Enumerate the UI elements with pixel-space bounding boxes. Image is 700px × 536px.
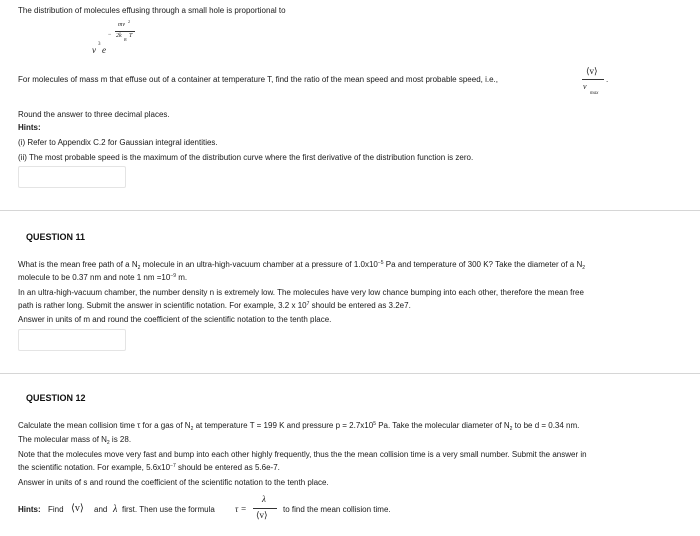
round-instruction: Round the answer to three decimal places.	[18, 110, 170, 119]
formula-num-2: 2	[128, 19, 130, 24]
q11-p1b: molecule in an ultra-high-vacuum chamber at a pressure of 1.0x10	[140, 260, 378, 269]
q12-hint-find: Find	[48, 505, 64, 514]
q11-p2b-a: path is rather long. Submit the answer in scientific notation. For example, 3.2 x 10	[18, 301, 307, 310]
formula-num-mv: mv	[118, 22, 125, 28]
q11-p1a: What is the mean free path of a N	[18, 260, 138, 269]
q11-p1d-exp: −9	[170, 273, 177, 279]
q12-p1b: at temperature T = 199 K and pressure p = 2.7x10	[193, 421, 374, 430]
ratio-period: .	[606, 75, 609, 84]
q12-p4-exp: −7	[170, 463, 176, 469]
q12-paragraph-4	[18, 463, 280, 472]
q11-paragraph-2b	[18, 301, 411, 310]
formula-e: e	[102, 45, 106, 55]
formula-exp3: 3	[98, 42, 101, 47]
section-divider	[0, 210, 700, 211]
q12-frac-bar	[253, 508, 277, 509]
q12-paragraph-5: Answer in units of s and round the coefficient of the scientific notation to the tenth place.	[18, 478, 329, 487]
answer-input-q11[interactable]	[18, 329, 126, 351]
q12-hint-v: ⟨v⟩	[71, 503, 84, 514]
answer-input-q10[interactable]	[18, 166, 126, 188]
q12-paragraph-3: Note that the molecules move very fast and bump into each other highly frequently, thus the the mean collision time is a very small number. Submit the answer in	[18, 450, 587, 459]
formula-den-2k: 2k	[116, 33, 122, 39]
intro-question: For molecules of mass m that effuse out of a container at temperature T, find the ratio of the mean speed and most probable speed, i.e.,	[18, 75, 498, 84]
q11-paragraph-3: Answer in units of m and round the coefficient of the scientific notation to the tenth place.	[18, 315, 332, 324]
q11-paragraph-2a: In an ultra-high-vacuum chamber, the number density n is extremely low. The molecules have very low chance bumping into each other, therefore the mean free	[18, 288, 584, 297]
ratio-den-v: v	[583, 82, 587, 91]
q12-p4b: should be entered as 5.6e-7.	[175, 463, 280, 472]
q12-p2-sub: 2	[106, 440, 110, 446]
hints-label: Hints:	[18, 123, 41, 132]
hint-1: (i) Refer to Appendix C.2 for Gaussian integral identities.	[18, 138, 218, 147]
q12-p1-exp: 5	[373, 421, 376, 427]
q12-p2a: The molecular mass of N	[18, 435, 107, 444]
q12-p1-sub2: 2	[509, 426, 513, 432]
formula-den-t: T	[129, 33, 133, 39]
q12-paragraph-1	[18, 421, 579, 430]
q11-p1d-b: m.	[176, 273, 188, 282]
section-divider	[0, 373, 700, 374]
q11-p1c: Pa and temperature of 300 K? Take the diameter of a N	[383, 260, 583, 269]
q11-paragraph-1b	[18, 273, 187, 282]
q12-frac-num: λ	[262, 494, 266, 504]
q12-hint-end: to find the mean collision time.	[283, 505, 391, 514]
formula-bar	[115, 31, 135, 32]
q12-p1c: Pa. Take the molecular diameter of N	[375, 421, 510, 430]
q12-p1a: Calculate the mean collision time τ for a gas of N	[18, 421, 191, 430]
q11-p1d-a: molecule to be 0.37 nm and note 1 nm =10	[18, 273, 171, 282]
q12-hints-label: Hints:	[18, 505, 41, 514]
q11-p1-sub2: 2	[582, 265, 585, 271]
q12-paragraph-2	[18, 435, 131, 444]
q12-hint-lambda: λ	[113, 504, 118, 515]
formula-den-b: B	[124, 37, 127, 42]
ratio-bar	[582, 79, 604, 80]
intro-line: The distribution of molecules effusing through a small hole is proportional to	[18, 6, 286, 15]
hint-2: (ii) The most probable speed is the maximum of the distribution curve where the first derivative of the distribution function is zero.	[18, 153, 474, 162]
question-11-title: QUESTION 11	[26, 232, 86, 242]
q11-p1-exp: −5	[377, 260, 384, 266]
q11-p2b-b: should be entered as 3.2e7.	[309, 301, 411, 310]
q12-p1d: to be d = 0.34 nm.	[512, 421, 580, 430]
ratio-den-sub: max	[590, 91, 599, 96]
q12-p2b: is 28.	[109, 435, 132, 444]
q12-hint-first: first. Then use the formula	[122, 505, 215, 514]
formula-v: v	[92, 45, 96, 55]
formula-minus: −	[108, 32, 112, 38]
q12-frac-den: ⟨v⟩	[256, 510, 268, 520]
q12-p1-sub: 2	[190, 426, 194, 432]
q12-p4a: the scientific notation. For example, 5.6x10	[18, 463, 171, 472]
question-12-title: QUESTION 12	[26, 393, 86, 403]
q11-paragraph-1	[18, 260, 585, 269]
q12-hint-tau: τ =	[235, 504, 247, 514]
ratio-num: ⟨v⟩	[586, 66, 598, 76]
q12-hint-and: and	[94, 505, 108, 514]
q11-p1-sub: 2	[137, 265, 141, 271]
q11-p2b-exp: 7	[306, 301, 310, 307]
